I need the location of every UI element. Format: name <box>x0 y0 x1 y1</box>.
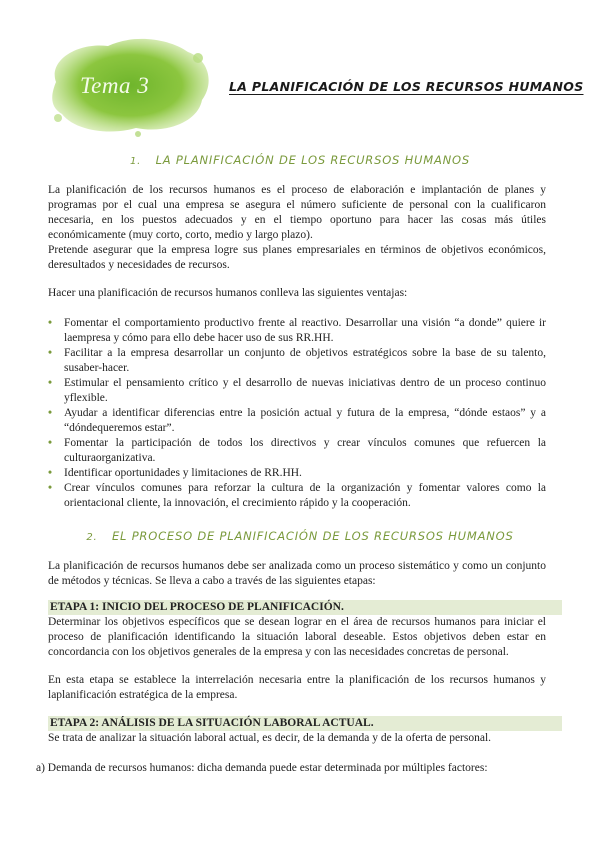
etapa-1-title: ETAPA 1: INICIO DEL PROCESO DE PLANIFICACIÓN. <box>48 600 562 615</box>
bullet-icon: • <box>48 437 53 449</box>
list-item: • Ayudar a identificar diferencias entre la posición actual y futura de la empresa, “dónde estaos” y a “dóndequeremos estar”. <box>48 407 546 434</box>
etapa-2-title: ETAPA 2: ANÁLISIS DE LA SITUACIÓN LABORAL ACTUAL. <box>48 716 562 731</box>
bullet-icon: • <box>48 467 53 479</box>
page-title: LA PLANIFICACIÓN DE LOS RECURSOS HUMANOS <box>229 79 584 94</box>
section-1-heading <box>0 153 600 167</box>
section-2-heading <box>0 529 600 543</box>
list-item: • Crear vínculos comunes para reforzar la cultura de la organización y fomentar valores como la orientacional cliente, la innovación, el crecimiento rápido y la cooperación. <box>48 482 546 509</box>
etapa-1-text-2: En esta etapa se establece la interrelación necesaria entre la planificación de los recursos humanos y laplanificación estratégica de la empresa. <box>48 674 546 701</box>
bullet-icon: • <box>48 377 53 389</box>
list-item: • Fomentar el comportamiento productivo frente al reactivo. Desarrollar una visión “a donde” quiere ir laempresa y cómo para ello debe hacer uso de sus RR.HH. <box>48 317 546 344</box>
section-1-paragraph-3: Hacer una planificación de recursos humanos conlleva las siguientes ventajas: <box>48 287 408 299</box>
bullet-icon: • <box>48 347 53 359</box>
topic-label: Tema 3 <box>80 73 150 98</box>
section-1-title: LA PLANIFICACIÓN DE LOS RECURSOS HUMANOS <box>155 153 471 167</box>
section-2-intro: La planificación de recursos humanos debe ser analizada como un proceso sistemático y como un conjunto de métodos y técnicas. Se lleva a cabo a través de las siguientes etapas: <box>48 560 546 587</box>
list-item: • Estimular el pensamiento crítico y el desarrollo de nuevas iniciativas dentro de un proceso continuo yflexible. <box>48 377 546 404</box>
etapa-2-text-1: Se trata de analizar la situación laboral actual, es decir, de la demanda y de la oferta de personal. <box>48 732 492 744</box>
list-item: • Facilitar a la empresa desarrollar un conjunto de objetivos estratégicos sobre la base de su talento, susaber-hacer. <box>48 347 546 374</box>
list-item: • Identificar oportunidades y limitaciones de RR.HH. <box>48 467 302 479</box>
section-2-number: 2. <box>86 532 98 543</box>
bullet-icon: • <box>48 317 53 329</box>
section-2-title: EL PROCESO DE PLANIFICACIÓN DE LOS RECURSOS HUMANOS <box>111 529 514 543</box>
bullet-icon: • <box>48 482 53 494</box>
etapa-2-item-a: a) Demanda de recursos humanos: dicha demanda puede estar determinada por múltiples factores: <box>36 762 488 774</box>
list-item: • Fomentar la participación de todos los directivos y crear vínculos comunes que refuercen la culturaorganizativa. <box>48 437 546 464</box>
section-1-paragraph-2: Pretende asegurar que la empresa logre sus planes empresariales en términos de objetivos económicos, deresultados y necesidades de recursos. <box>48 244 546 271</box>
section-1-paragraph-1: La planificación de los recursos humanos es el proceso de elaboración e implantación de planes y programas por el cual una empresa se asegura el número suficiente de personal con la cualificaron necesaria, en los puestos adecuados y en el tiempo oportuno para hacer las cosas más útiles económicamente (muy corto, corto, medio y largo plazo). <box>48 184 546 241</box>
bullet-icon: • <box>48 407 53 419</box>
section-1-number: 1. <box>129 156 142 167</box>
advantages-list <box>48 316 546 511</box>
etapa-1-text-1: Determinar los objetivos específicos que se desean lograr en el área de recursos humanos para iniciar el proceso de planificación identificando la situación laboral deseable. Estos objetivos deben estar en concordancia con los objetivos generales de la empresa y con las necesidades concretas de personal. <box>48 616 546 658</box>
